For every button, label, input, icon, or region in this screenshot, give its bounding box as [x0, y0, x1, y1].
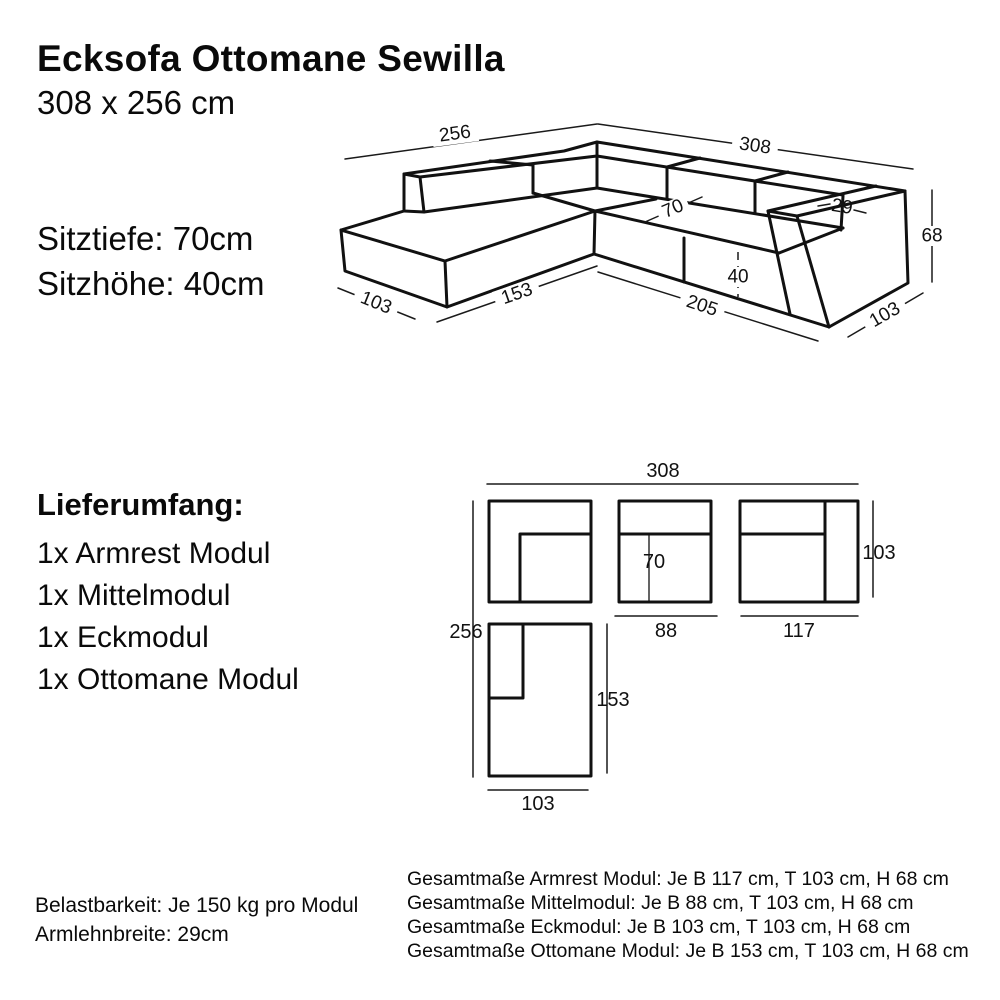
module-dimension-line: Gesamtmaße Ottomane Modul: Je B 153 cm, T 103 cm, H 68 cm [407, 940, 969, 962]
isometric-sofa [341, 142, 908, 327]
iso-dim-height: 68 [921, 225, 943, 247]
top-dim-total-depth: 256 [449, 621, 483, 643]
list-item: 1x Ottomane Modul [37, 663, 299, 696]
module-dimension-line: Gesamtmaße Armrest Modul: Je B 117 cm, T 103 cm, H 68 cm [407, 868, 949, 890]
iso-dim-seat-height: 40 [727, 266, 749, 288]
top-view-schematic [449, 460, 895, 815]
top-view-armrest-modul [740, 501, 858, 602]
list-item: 1x Eckmodul [37, 621, 209, 654]
list-item: 1x Mittelmodul [37, 579, 231, 612]
seat-height-text: Sitzhöhe: 40cm [37, 265, 265, 302]
load-capacity-text: Belastbarkeit: Je 150 kg pro Modul [35, 894, 359, 917]
top-dim-ottomane-length: 153 [596, 689, 630, 711]
top-dim-mittel-width: 88 [654, 620, 678, 642]
iso-dim-armrest-width: 29 [829, 194, 855, 220]
iso-dim-total-depth: 256 [437, 121, 473, 147]
top-dim-armrest-module-width: 117 [783, 620, 815, 642]
iso-dim-ottomane-length: 153 [498, 278, 536, 310]
top-dim-module-depth: 103 [862, 542, 896, 564]
top-dim-total-width: 308 [646, 460, 680, 482]
armrest-width-text: Armlehnbreite: 29cm [35, 923, 229, 946]
page-title: Ecksofa Ottomane Sewilla [37, 38, 505, 79]
top-dim-ottomane-width: 103 [521, 793, 555, 815]
top-view-eckmodul [489, 501, 591, 602]
iso-dim-front-width: 205 [683, 291, 721, 321]
top-dim-seat-depth: 70 [642, 551, 666, 573]
seat-depth-text: Sitztiefe: 70cm [37, 220, 254, 257]
module-dimension-line: Gesamtmaße Eckmodul: Je B 103 cm, T 103 cm, H 68 cm [407, 916, 911, 938]
iso-dim-depth-left: 103 [357, 287, 395, 319]
delivery-scope-heading: Lieferumfang: [37, 487, 244, 522]
iso-dim-depth-right: 103 [866, 297, 904, 333]
list-item: 1x Armrest Modul [37, 537, 271, 570]
iso-dim-seat-depth: 70 [659, 195, 687, 223]
module-dimension-line: Gesamtmaße Mittelmodul: Je B 88 cm, T 103 cm, H 68 cm [407, 892, 914, 914]
isometric-dimensions [338, 121, 948, 341]
iso-dim-total-width: 308 [737, 133, 773, 159]
top-view-ottomane-modul [489, 624, 591, 776]
page-subtitle: 308 x 256 cm [37, 84, 236, 121]
